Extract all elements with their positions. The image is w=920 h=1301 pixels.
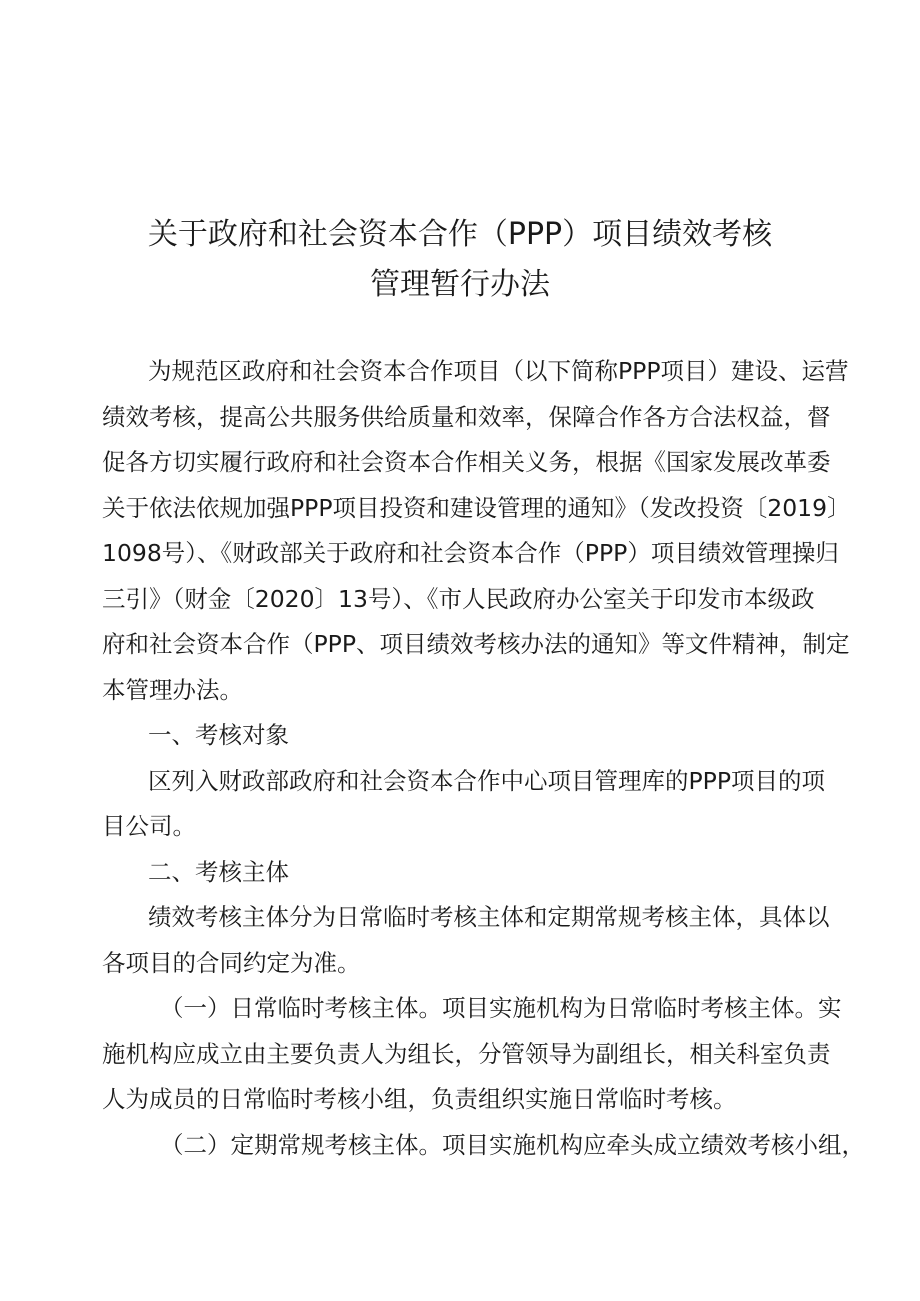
paragraph-line: 各项目的合同约定为准。 (102, 948, 361, 977)
paragraph-line: 绩效考核主体分为日常临时考核主体和定期常规考核主体，具体以 (148, 903, 830, 931)
document-title (0, 210, 920, 310)
paragraph-line: 施机构应成立由主要负责人为组长，分管领导为副组长，相关科室负责 (102, 1039, 831, 1068)
section-heading: 一、考核对象 (148, 721, 289, 749)
paragraph-line: （二）定期常规考核主体。项目实施机构应牵头成立绩效考核小组， (160, 1130, 865, 1159)
paragraph-line: 目公司。 (102, 812, 196, 840)
section-heading-1 (148, 713, 838, 759)
section1-paragraph (102, 759, 838, 850)
section2-paragraph (102, 895, 838, 986)
paragraph-line: 人为成员的日常临时考核小组，负责组织实施日常临时考核。 (102, 1085, 737, 1113)
paragraph-line: 促各方切实履行政府和社会资本合作相关义务，根据《国家发展改革委 (102, 448, 831, 476)
paragraph-line: 三引》（财金〔2020〕13号）、《市人民政府办公室关于印发市本级政 (102, 584, 815, 613)
section-heading-2 (148, 850, 838, 896)
title-line-1: 关于政府和社会资本合作（PPP）项目绩效考核 (147, 217, 773, 252)
subsection2-paragraph (148, 1123, 865, 1169)
paragraph-line: 绩效考核，提高公共服务供给质量和效率，保障合作各方合法权益，督 (102, 402, 831, 431)
section-heading: 二、考核主体 (148, 857, 289, 886)
title-line-2: 管理暂行办法 (370, 267, 550, 302)
paragraph-line: 1098号）、《财政部关于政府和社会资本合作（PPP）项目绩效管理操归 (102, 539, 839, 567)
paragraph-line: （一）日常临时考核主体。项目实施机构为日常临时考核主体。实 (160, 994, 842, 1022)
subsection1-paragraph (102, 986, 842, 1123)
document-body (102, 349, 865, 1168)
paragraph-line: 本管理办法。 (102, 675, 243, 704)
paragraph-line: 区列入财政部政府和社会资本合作中心项目管理库的PPP项目的项 (148, 766, 826, 795)
paragraph-line: 为规范区政府和社会资本合作项目（以下简称PPP项目）建设、运营 (148, 357, 849, 385)
paragraph-line: 关于依法依规加强PPP项目投资和建设管理的通知》（发改投资〔2019〕 (102, 493, 851, 522)
paragraph-line: 府和社会资本合作（PPP、项目绩效考核办法的通知》等文件精神，制定 (102, 630, 850, 658)
intro-paragraph (102, 349, 851, 713)
